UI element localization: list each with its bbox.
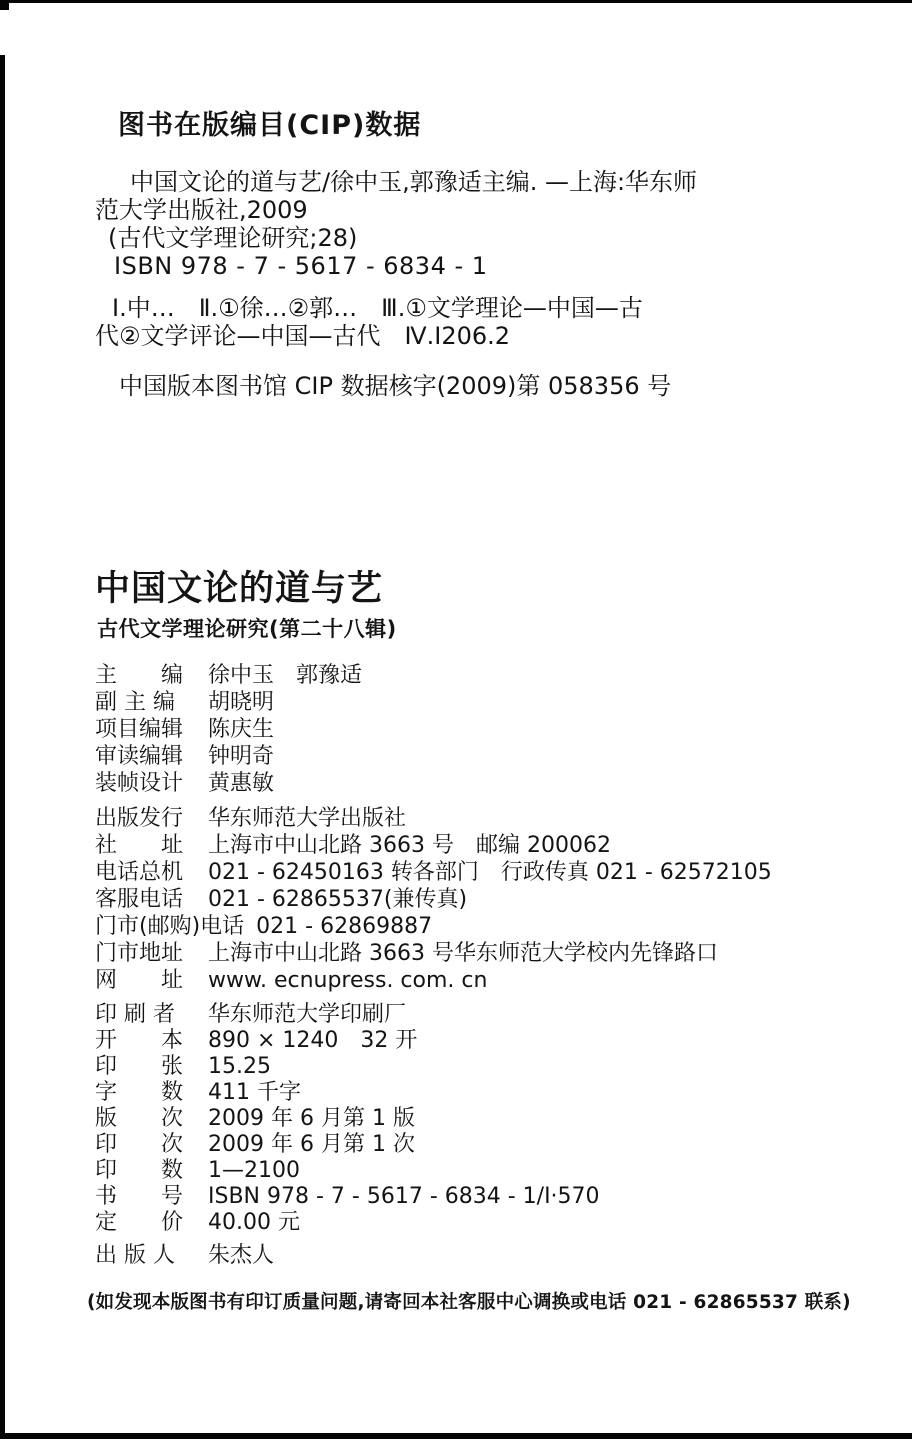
price-row bbox=[95, 1205, 885, 1235]
row-label: 出 版 人 bbox=[95, 1243, 175, 1268]
row-value: 890 × 1240 32 开 bbox=[208, 1028, 418, 1053]
row-label: 主 编 bbox=[95, 663, 184, 688]
row-label: 副 主 编 bbox=[95, 690, 175, 715]
cip-classification-line2: 代②文学评论—中国—古代 Ⅳ.I206.2 bbox=[95, 322, 511, 350]
publisher-person-row bbox=[95, 1238, 885, 1269]
row-label: 印 次 bbox=[95, 1132, 184, 1157]
cip-isbn: ISBN 978 - 7 - 5617 - 6834 - 1 bbox=[114, 252, 488, 280]
row-label: 社 址 bbox=[95, 833, 184, 858]
row-label: 书 号 bbox=[95, 1184, 184, 1209]
row-label: 门市(邮购)电话 bbox=[95, 914, 245, 939]
cip-heading: 图书在版编目(CIP)数据 bbox=[118, 110, 422, 141]
address-row bbox=[95, 828, 885, 858]
row-value: 华东师范大学出版社 bbox=[208, 806, 407, 831]
row-value: 2009 年 6 月第 1 版 bbox=[208, 1106, 415, 1131]
row-label: 审读编辑 bbox=[95, 744, 184, 769]
row-value: 钟明奇 bbox=[208, 744, 275, 769]
row-label: 装帧设计 bbox=[95, 771, 184, 796]
staff-row-chief-editor bbox=[95, 658, 885, 688]
word-count-row bbox=[95, 1075, 885, 1105]
row-value: 华东师范大学印刷厂 bbox=[208, 1002, 407, 1027]
edition-row bbox=[95, 1101, 885, 1131]
row-label: 定 价 bbox=[95, 1210, 184, 1235]
row-value: 上海市中山北路 3663 号华东师范大学校内先锋路口 bbox=[208, 941, 718, 966]
row-label: 印 张 bbox=[95, 1054, 184, 1079]
format-row bbox=[95, 1023, 885, 1053]
row-value: 40.00 元 bbox=[208, 1210, 300, 1235]
row-value: 15.25 bbox=[208, 1054, 271, 1079]
store-phone-row bbox=[95, 909, 885, 939]
website-row bbox=[95, 963, 885, 993]
staff-block bbox=[95, 658, 885, 796]
title-block bbox=[95, 569, 397, 643]
publisher-block bbox=[95, 801, 885, 993]
row-value: 陈庆生 bbox=[208, 717, 275, 742]
printer-row bbox=[95, 997, 885, 1027]
row-label: 项目编辑 bbox=[95, 717, 184, 742]
row-value: ISBN 978 - 7 - 5617 - 6834 - 1/I·570 bbox=[208, 1184, 600, 1209]
cip-series-note: (古代文学理论研究;28) bbox=[108, 224, 358, 252]
row-value: 021 - 62869887 bbox=[256, 914, 433, 939]
staff-row-project-editor bbox=[95, 712, 885, 742]
row-value: 2009 年 6 月第 1 次 bbox=[208, 1132, 415, 1157]
cip-entry-line2: 范大学出版社,2009 bbox=[95, 196, 308, 224]
scan-artifact-corner bbox=[0, 0, 9, 10]
row-value: 黄惠敏 bbox=[208, 771, 275, 796]
printing-block bbox=[95, 997, 885, 1235]
row-label: 印 数 bbox=[95, 1158, 184, 1183]
row-value: www. ecnupress. com. cn bbox=[208, 968, 488, 993]
publisher-row bbox=[95, 801, 885, 831]
row-label: 门市地址 bbox=[95, 941, 184, 966]
row-label: 电话总机 bbox=[95, 860, 184, 885]
scan-artifact-bottom-edge bbox=[0, 1433, 912, 1439]
cip-entry-line1: 中国文论的道与艺/徐中玉,郭豫适主编. —上海:华东师 bbox=[130, 168, 698, 196]
row-label: 网 址 bbox=[95, 968, 184, 993]
row-label: 客服电话 bbox=[95, 887, 184, 912]
row-value: 胡晓明 bbox=[208, 690, 275, 715]
publisher-person-block bbox=[95, 1238, 885, 1269]
row-label: 字 数 bbox=[95, 1080, 184, 1105]
cip-registry-number: 中国版本图书馆 CIP 数据核字(2009)第 058356 号 bbox=[119, 372, 672, 400]
book-title: 中国文论的道与艺 bbox=[95, 569, 384, 609]
row-value: 411 千字 bbox=[208, 1080, 301, 1105]
row-value: 021 - 62450163 转各部门 行政传真 021 - 62572105 bbox=[208, 860, 772, 885]
row-label: 印 刷 者 bbox=[95, 1002, 175, 1027]
book-subtitle: 古代文学理论研究(第二十八辑) bbox=[97, 617, 397, 641]
row-value: 上海市中山北路 3663 号 邮编 200062 bbox=[208, 833, 611, 858]
scan-artifact-top-edge bbox=[0, 0, 912, 3]
row-label: 版 次 bbox=[95, 1106, 184, 1131]
staff-row-review-editor bbox=[95, 739, 885, 769]
cip-classification-line1: Ⅰ.中… Ⅱ.①徐…②郭… Ⅲ.①文学理论—中国—古 bbox=[112, 294, 643, 322]
row-label: 开 本 bbox=[95, 1028, 184, 1053]
row-value: 021 - 62865537(兼传真) bbox=[208, 887, 468, 912]
switchboard-row bbox=[95, 855, 885, 885]
impression-row bbox=[95, 1127, 885, 1157]
service-phone-row bbox=[95, 882, 885, 912]
row-value: 徐中玉 郭豫适 bbox=[208, 663, 363, 688]
store-address-row bbox=[95, 936, 885, 966]
cip-block bbox=[0, 112, 860, 400]
staff-row-deputy-editor bbox=[95, 685, 885, 715]
staff-row-cover-designer bbox=[95, 766, 885, 796]
row-label: 出版发行 bbox=[95, 806, 184, 831]
row-value: 朱杰人 bbox=[208, 1243, 275, 1268]
quality-notice: (如发现本版图书有印订质量问题,请寄回本社客服中心调换或电话 021 - 62865537 联系) bbox=[87, 1292, 851, 1313]
row-value: 1—2100 bbox=[208, 1158, 300, 1183]
